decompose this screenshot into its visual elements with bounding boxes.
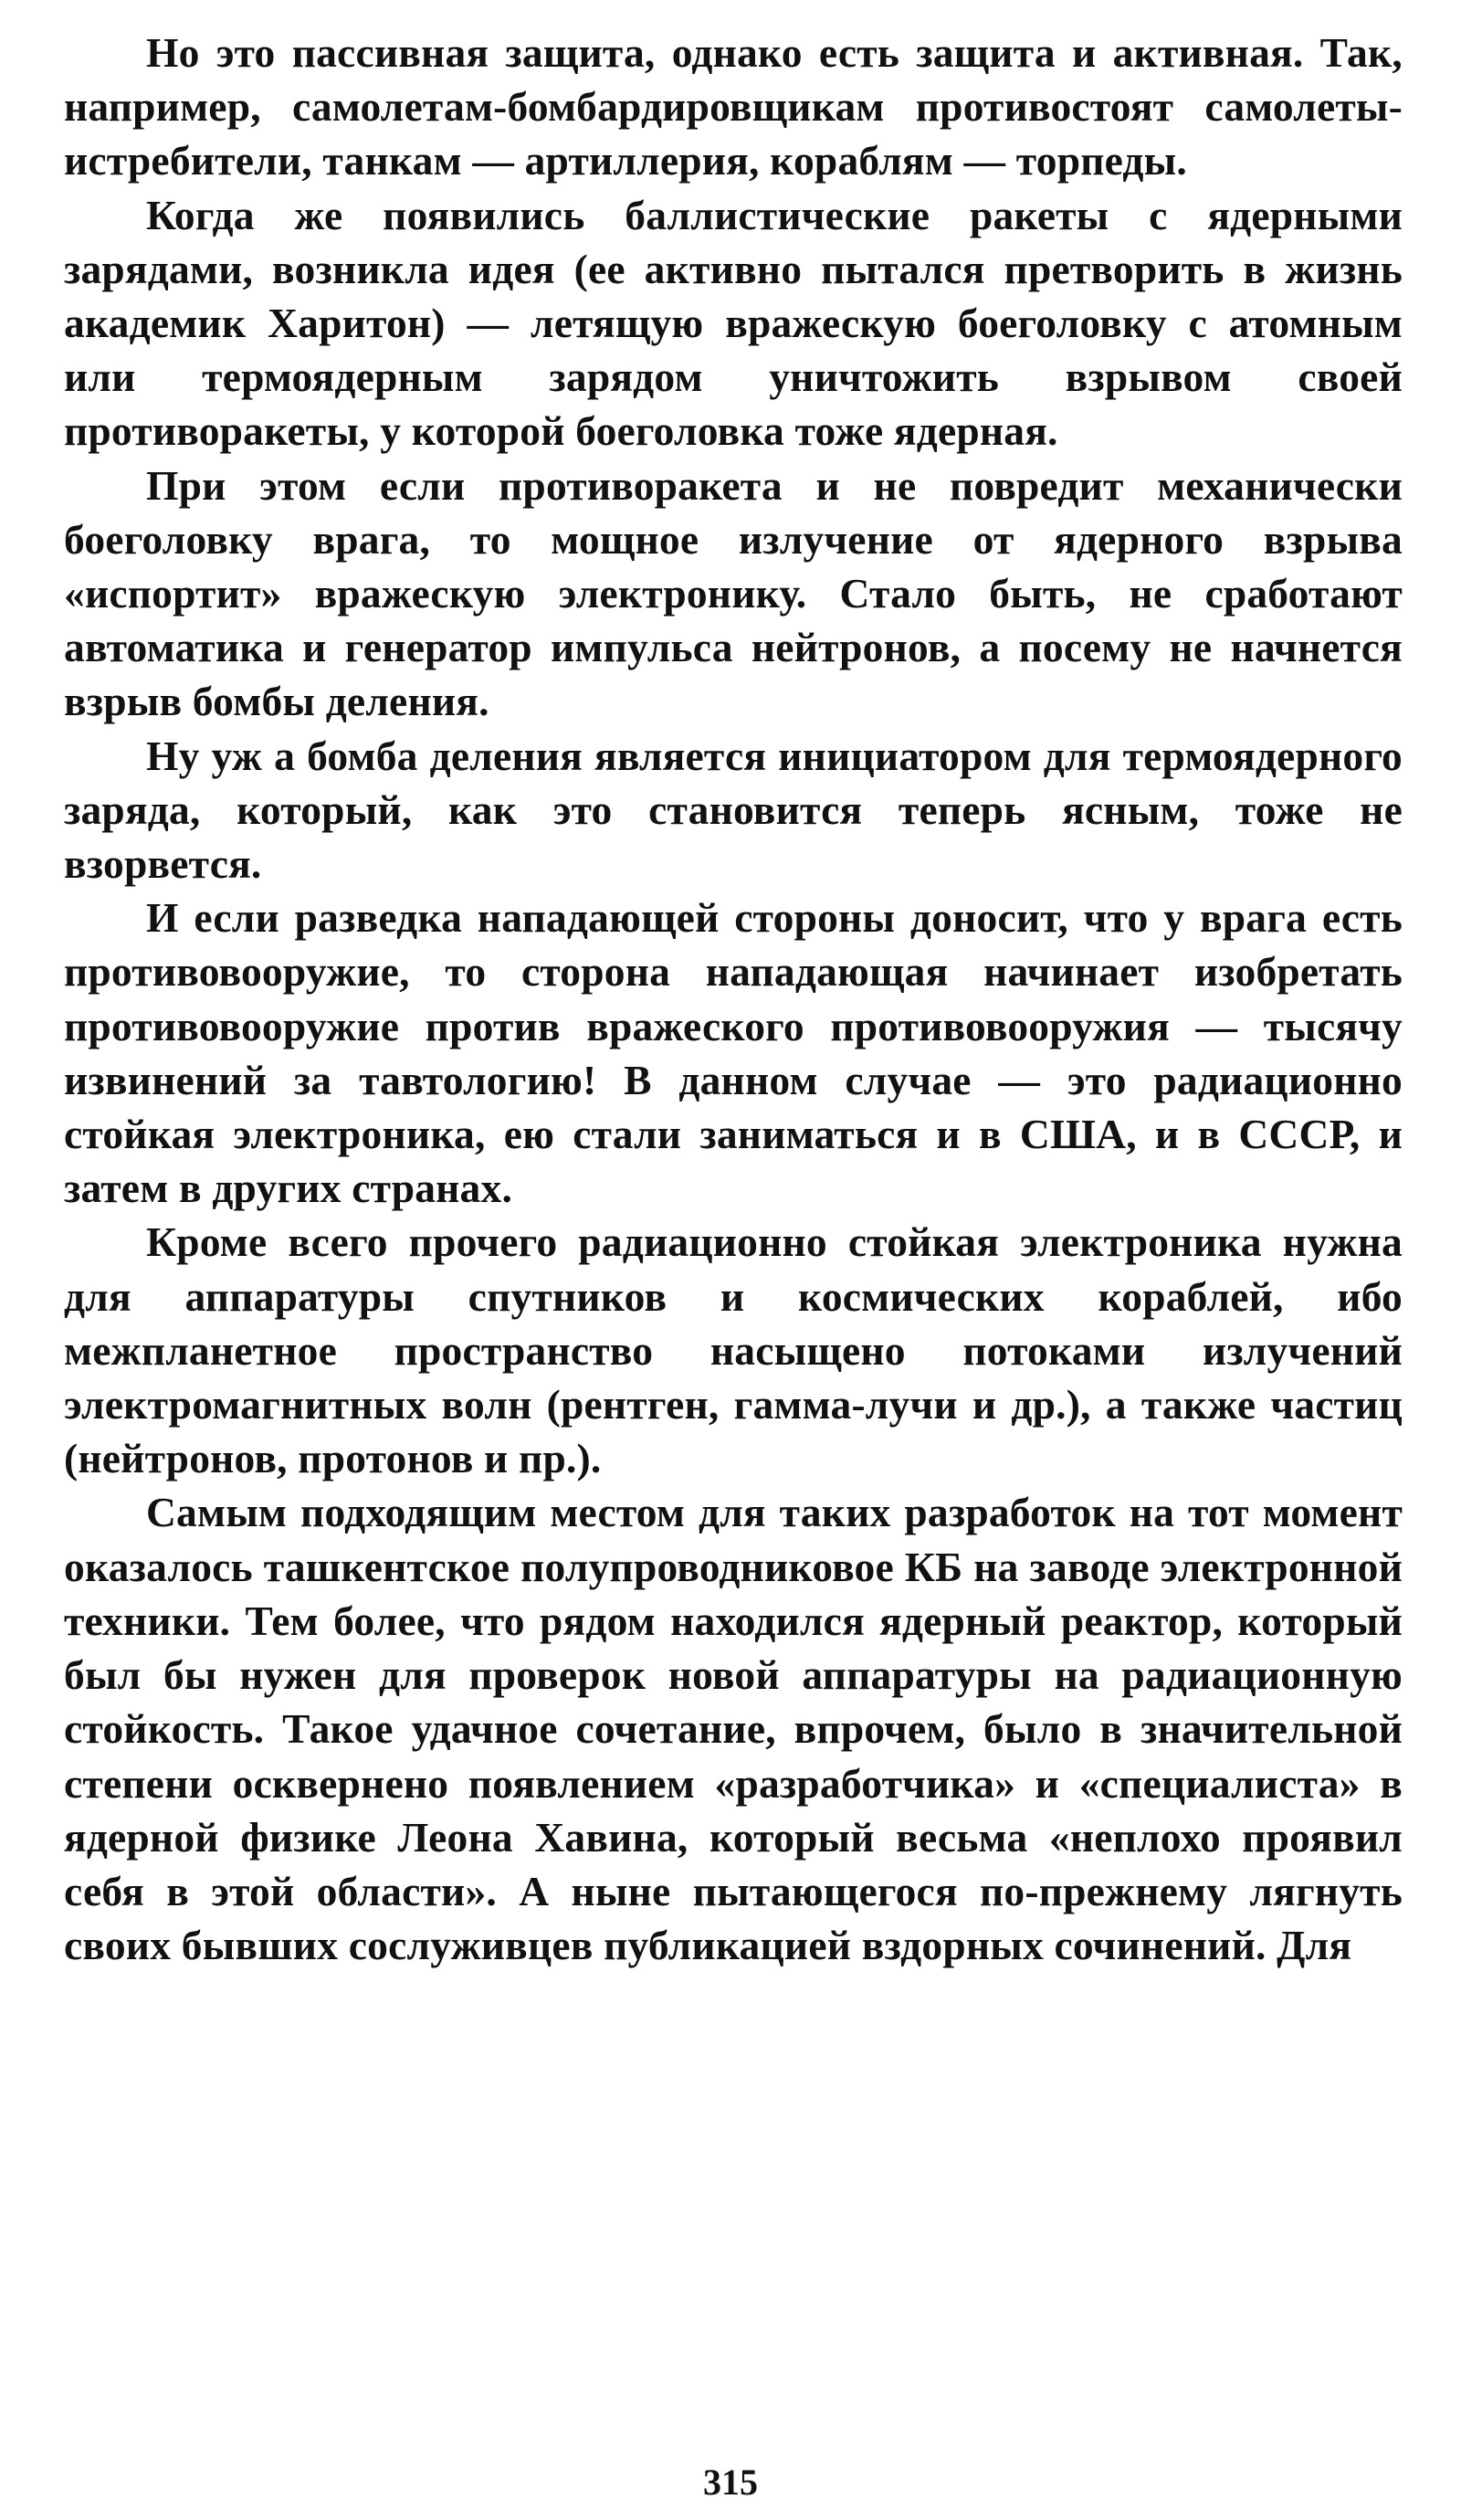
paragraph-1: Но это пассивная защита, однако есть защита и активная. Так, например, самолетам-бомбардировщикам противостоят самолеты-истребители, танкам — артиллерия, кораблям — торпеды. [64,29,1403,185]
paragraph-7: Самым подходящим местом для таких разработок на тот момент оказалось ташкентское полупроводниковое КБ на заводе электронной техники. Тем более, что рядом находился ядерный реактор, который был бы нужен для проверок новой аппаратуры на радиационную стойкость. Такое удачное сочетание, впрочем, было в значительной степени осквернено появлением «разработчика» и «специалиста» в ядерной физике Леона Хавина, который весьма «неплохо проявил себя в этой области». А ныне пытающегося по-прежнему лягнуть своих бывших сослуживцев публикацией вздорных сочинений. Для [64,1489,1403,1969]
paragraph-3: При этом если противоракета и не повредит механически боеголовку врага, то мощное излучение от ядерного взрыва «испортит» вражескую электронику. Стало быть, не сработают автоматика и генератор импульса нейтронов, а посему не начнется взрыв бомбы деления. [64,461,1403,725]
paragraph-6: Кроме всего прочего радиационно стойкая электроника нужна для аппаратуры спутников и космических кораблей, ибо межпланетное пространство насыщено потоками излучений электромагнитных волн (рентген, гамма-лучи и др.), а также частиц (нейтронов, протонов и пр.). [64,1218,1403,1482]
paragraph-2: Когда же появились баллистические ракеты с ядерными зарядами, возникла идея (ее активно пытался претворить в жизнь академик Харитон) — летящую вражескую боеголовку с атомным или термоядерным зарядом уничтожить взрывом своей противоракеты, у которой боеголовка тоже ядерная. [64,191,1403,455]
paragraph-4: Ну уж а бомба деления является инициатором для термоядерного заряда, который, как это становится теперь ясным, тоже не взорвется. [64,732,1403,888]
paragraph-5: И если разведка нападающей стороны доносит, что у врага есть противовооружие, то сторона нападающая начинает изобретать противовооружие против вражеского противовооружия — тысячу извинений за тавтологию! В данном случае — это радиационно стойкая электроника, ею стали заниматься и в США, и в СССР, и затем в других странах. [64,894,1403,1212]
page-body [64,26,1403,1972]
page-number: 315 [703,2462,758,2503]
